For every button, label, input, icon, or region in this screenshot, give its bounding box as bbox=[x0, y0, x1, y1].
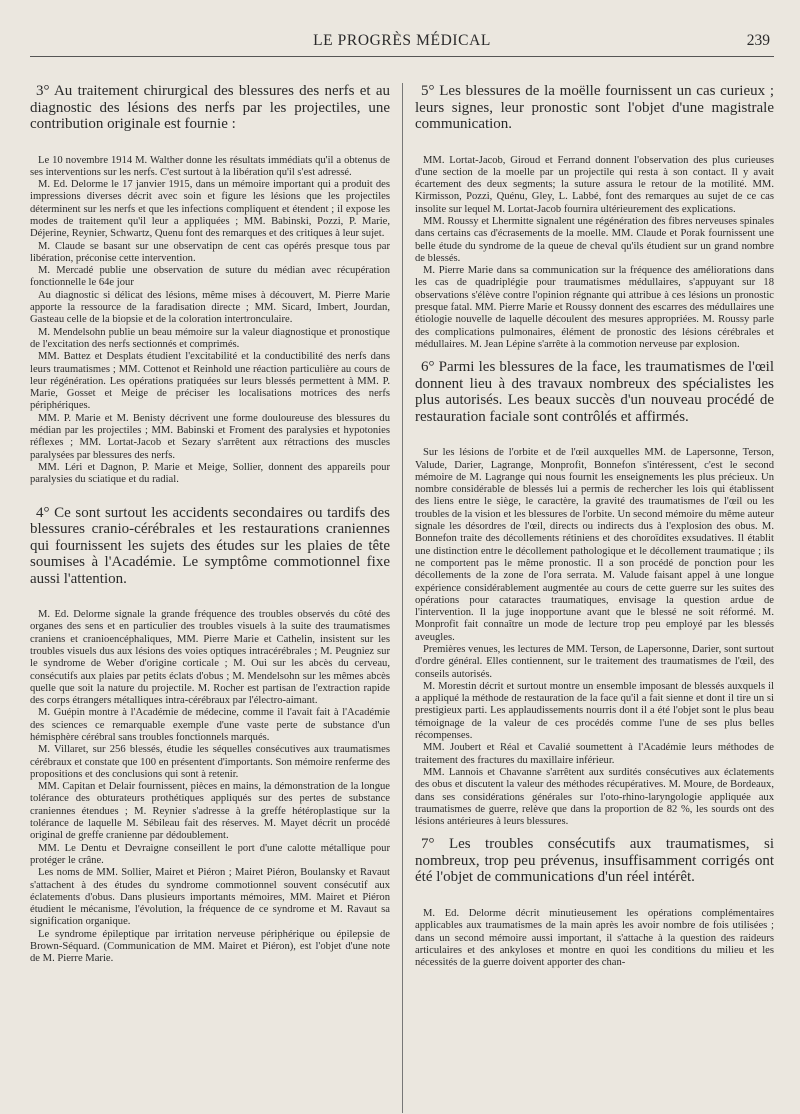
section-7-title: 7° Les troubles consécutifs aux traumatismes, si nombreux, trop peu prévenus, insuffisamment corrigés ont été l'objet de communications d'un réel intérêt. bbox=[415, 836, 774, 886]
paragraph: M. Guépin montre à l'Académie de médecine, comme il l'avait fait à l'Académie des sciences ce remarquable exemple d'une vaste perte de substance d'un hémisphère cérébral sans troubles fonctionnels marqués. bbox=[30, 707, 390, 743]
paragraph: MM. Lannois et Chavanne s'arrêtent aux surdités consécutives aux éclatements des obus et discutent la valeur des méthodes récupératives. M. Moure, de Bordeaux, dans ses considérations générales sur l'oto-rhino-laryngologie appliquée aux traumatismes de guerre, relève que dans la proportion de 82 %, les sourds ont des lésions antérieures à leurs blessures. bbox=[415, 766, 774, 828]
section-3-body bbox=[30, 155, 390, 487]
page-number: 239 bbox=[746, 32, 770, 49]
paragraph: M. Mercadé publie une observation de suture du médian avec récupération fonctionnelle le 64e jour bbox=[30, 265, 390, 289]
section-4-title: 4° Ce sont surtout les accidents secondaires ou tardifs des blessures cranio-cérébrales et les restaurations craniennes qui fournissent les sujets des études sur les plaies de tête soumises à l'Académie. Le symptôme commotionnel fixe aussi l'attention. bbox=[30, 504, 390, 587]
paragraph: MM. P. Marie et M. Benisty décrivent une forme douloureuse des blessures du médian par les projectiles ; MM. Babinski et Froment des paralysies et hypotonies réflexes ; MM. Lortat-Jacob et Sezary s'arrêtent aux rétractions des muscles paralysées par blessures des nerfs. bbox=[30, 412, 390, 461]
paragraph: Sur les lésions de l'orbite et de l'œil auxquelles MM. de Lapersonne, Terson, Valude, Darier, Lagrange, Monprofit, Bonnefon s'intéressent, c'est le second mémoire de M. Lagrange qui nous fournit les enseignements les plus précieux. Un nombre considérable de blessés lui a permis de rechercher les lois qui établissent des liens entre le siège, le caractère, la gravité des traumatismes de l'œil ou les troubles de la vision et les blessures de l'orbite. Un second mémoire du même auteur signale les désordres de l'œil, directs ou indirects dus à l'explosion des obus. M. Bonnefon traite des décollements rétiniens et des choroïdites exsudatives. Il établit une distinction entre le décollement pathologique et le décollement traumatique ; ils ne comportent pas le même pronostic. Il a son procédé de ponction pour les décollements de la zone de l'ora serrata. M. Valude faisant appel à une longue expérience considérablement augmentée au cours de cette guerre sur les suites des opérations pour cataractes traumatiques, envisage la question ardue de l'intervention. Il la juge inopportune avant que le blessé ne soit réformé. M. Monprofit fait connaître un mode de lecture trop peu employé par les blessés aveugles. bbox=[415, 447, 774, 643]
right-column bbox=[402, 83, 774, 1113]
section-5-title: 5° Les blessures de la moëlle fournissent un cas curieux ; leurs signes, leur pronostic sont l'objet d'une magistrale communication. bbox=[415, 83, 774, 132]
paragraph: Le 10 novembre 1914 M. Walther donne les résultats immédiats qu'il a obtenus de ses interventions sur les nerfs. C'est surtout à la libération qu'il s'est adressé. bbox=[30, 154, 390, 178]
section-7-body bbox=[415, 908, 774, 969]
paragraph: M. Claude se basant sur une observatipn de cent cas opérés presque tous par libération, préconise cette intervention. bbox=[30, 240, 390, 264]
section-3-title: 3° Au traitement chirurgical des blessures des nerfs et au diagnostic des lésions des nerfs par les projectiles, une contribution originale est fournie : bbox=[30, 83, 390, 132]
paragraph: M. Pierre Marie dans sa communication sur la fréquence des améliorations dans les cas de quadriplégie pour traumatismes médullaires, s'appuyant sur 18 observations s'élève contre l'opinion régnante qui attribue à ces lésions un pronostic presque fatal. MM. Pierre Marie et Roussy donnent des escarres des médullaires une étiologie nouvelle de laquelle découlent des mesures appropriées. M. Roussy parle des complications pulmonaires, élément de pronostic des lésions cérébrales et médullaires. M. Jean Lépine s'arrête à la commotion nerveuse par explosion. bbox=[415, 265, 774, 350]
paragraph: MM. Joubert et Réal et Cavalié soumettent à l'Académie leurs méthodes de traitement des fractures du maxillaire inférieur. bbox=[415, 742, 774, 766]
journal-title: LE PROGRÈS MÉDICAL bbox=[313, 32, 491, 49]
paragraph: MM. Le Dentu et Devraigne conseillent le port d'une calotte métallique pour protéger le crâne. bbox=[30, 842, 390, 866]
paragraph: M. Villaret, sur 256 blessés, étudie les séquelles consécutives aux traumatismes cérébraux et constate que 100 en présentent d'importants. Son mémoire renferme des propositions et des conclusions qui sont à retenir. bbox=[30, 744, 390, 780]
paragraph: M. Morestin décrit et surtout montre un ensemble imposant de blessés auxquels il a appliqué la méthode de restauration de la face qu'il a fait sienne et dont il tire un si prestigieux parti. Les applaudissements nourris dont il a été l'objet sont le plus beau témoignage de la valeur de ces procédés comme l'une de ses plus belles récompenses. bbox=[415, 680, 774, 742]
paragraph: MM. Capitan et Delair fournissent, pièces en mains, la démonstration de la longue tolérance des obturateurs prothétiques appliqués sur des pertes de substance craniennes étendues ; M. Reynier s'adresse à la greffe hétéroplastique sur la tolérance de laquelle M. Sébileau fait des réserves. M. Mayet décrit un procédé original de greffe cranienne par dédoublement. bbox=[30, 781, 390, 842]
paragraph: M. Ed. Delorme signale la grande fréquence des troubles observés du côté des organes des sens et en particulier des troubles visuels à la suite des traumatismes craniens et cranioencéphaliques, MM. Pierre Marie et Cathelin, insistent sur les troubles visuels dus aux lésions des voies optiques intracérébrales ; M. Peugniez sur le syndrome de Weber d'origine corticale ; M. Oui sur les abcès du cerveau, consécutifs aux plaies par petits éclats d'obus ; M. Mendelsohn sur les mêmes abcès quelle que soit la nature du projectile. M. Rocher est partisan de l'extraction rapide des corps étrangers métalliques intra-cérébraux par l'électro-aimant. bbox=[30, 609, 390, 707]
paragraph: M. Mendelsohn publie un beau mémoire sur la valeur diagnostique et pronostique de l'excitation des nerfs sectionnés et comprimés. bbox=[30, 326, 390, 350]
left-column bbox=[30, 83, 402, 1113]
paragraph: MM. Roussy et Lhermitte signalent une régénération des fibres nerveuses spinales dans certains cas d'écrasements de la moelle. MM. Claude et Porak fournissent une belle étude du syndrome de la queue de cheval qu'ils étudient sur un grand nombre de blessés. bbox=[415, 215, 774, 264]
paragraph: Le syndrome épileptique par irritation nerveuse périphérique ou épilepsie de Brown-Séquard. (Communication de MM. Mairet et Piéron), est l'objet d'une note de M. Pierre Marie. bbox=[30, 928, 390, 965]
section-4-body bbox=[30, 609, 390, 966]
paragraph: Au diagnostic si délicat des lésions, même mises à découvert, M. Pierre Marie apporte la ressource de la faradisation directe ; MM. Sicard, Imbert, Jourdan, Gasteau celle de la biopsie et de la coloration intertronculaire. bbox=[30, 289, 390, 326]
paragraph: MM. Battez et Desplats étudient l'excitabilité et la conductibilité des nerfs dans leurs traumatismes ; MM. Cottenot et Reinhold une réaction particulière au cours de leur régénération. Les opérations pratiquées sur leurs blessés permettent à MM. P. Marie, Gosset et Meige de préciser les localisations motrices des nerfs périphériques. bbox=[30, 351, 390, 412]
paragraph: Les noms de MM. Sollier, Mairet et Piéron ; Mairet Piéron, Boulansky et Ravaut s'attachent à des études du syndrome commotionnel souvent consécutif aux éclatements d'obus. Dans plusieurs importants mémoires, MM. Mairet et Piéron étudient le mécanisme, l'évolution, la fréquence de ce syndrome et M. Ravaut sa signification organique. bbox=[30, 867, 390, 928]
section-6-title: 6° Parmi les blessures de la face, les traumatismes de l'œil donnent lieu à des travaux nombreux des spécialistes les plus autorisés. Les beaux succès d'un nouveau procédé de restauration faciale sont contrôlés et affirmés. bbox=[415, 359, 774, 425]
section-6-body bbox=[415, 447, 774, 828]
paragraph: M. Ed. Delorme le 17 janvier 1915, dans un mémoire important qui a produit des impressions diverses décrit avec soin et figure les lésions que les projectiles déterminent sur les nerfs et que les infections compliquent et étendent ; il expose les modes de traitement qu'il leur a appliquées ; MM. Babinski, Pozzi, P. Marie, Déjerine, Reynier, Schwartz, Quenu font des remarques et des critiques à leur sujet. bbox=[30, 179, 390, 240]
paragraph: MM. Léri et Dagnon, P. Marie et Meige, Sollier, donnent des appareils pour paralysies du sciatique et du radial. bbox=[30, 461, 390, 486]
paragraph: M. Ed. Delorme décrit minutieusement les opérations complémentaires applicables aux traumatismes de la main après les avoir nombre de fois utilisées ; dans un second mémoire aussi important, il s'attache à la question des raideurs articulaires et des ankyloses et montre en quoi les conditions du milieu et les nécessités de la guerre doivent apporter des chan- bbox=[415, 907, 774, 969]
paragraph: MM. Lortat-Jacob, Giroud et Ferrand donnent l'observation des plus curieuses d'une section de la moelle par un projectile qui resta à son contact. Il y avait écartement des deux segments; la suture assura le retour de la motilité. MM. Kirmisson, Pozzi, Quénu, Gley, L. Labbé, font des remarques au sujet de ce cas insolite sur lequel M. Lortat-Jacob fournira ultérieurement des explications. bbox=[415, 154, 774, 215]
paragraph: Premières venues, les lectures de MM. Terson, de Lapersonne, Darier, sont surtout d'ordre général. Elles contiennent, sur le traitement des traumatismes de l'œil, des conseils autorisés. bbox=[415, 644, 774, 680]
article-columns bbox=[30, 83, 774, 1113]
section-5-body bbox=[415, 155, 774, 352]
page-header bbox=[30, 30, 774, 57]
